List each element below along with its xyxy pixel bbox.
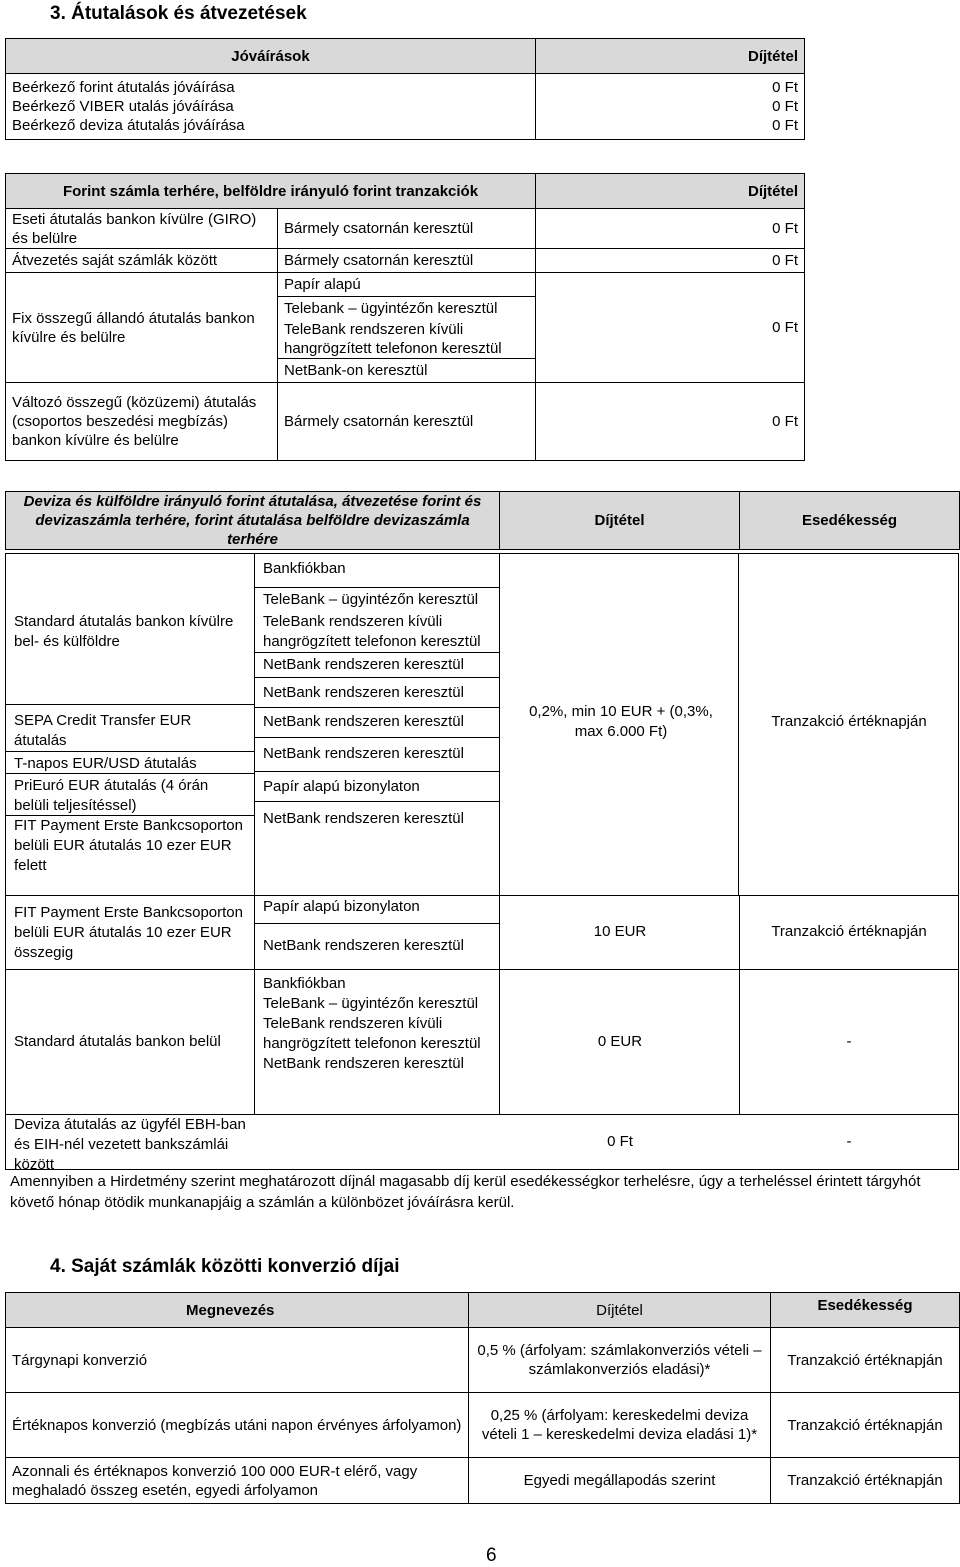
channel: NetBank rendszeren keresztül	[255, 678, 499, 708]
credits-header: Jóváírások	[6, 39, 536, 74]
row-label: Deviza átutalás az ügyfél EBH-ban és EIH-nél vezetett bankszámlái között	[14, 1116, 246, 1173]
name-header: Megnevezés	[6, 1293, 469, 1328]
conversion-due: Tranzakció értéknapján	[771, 1393, 960, 1458]
channel: Telebank – ügyintézőn keresztül	[284, 300, 498, 317]
channel: NetBank rendszeren keresztül	[263, 1055, 464, 1072]
fee: 0 Ft	[536, 273, 805, 383]
credit-label: Beérkező forint átutalás jóváírása	[6, 74, 536, 98]
channel: TeleBank – ügyintézőn keresztül	[263, 591, 479, 608]
fee-header: Díjtétel	[469, 1293, 771, 1328]
fee-header: Díjtétel	[536, 174, 805, 209]
conversion-fees-table	[5, 1292, 960, 1504]
conversion-fee: 0,5 % (árfolyam: számlakonverziós vételi – számlakonverziós eladási)*	[469, 1328, 771, 1393]
channel: TeleBank – ügyintézőn keresztül	[263, 995, 479, 1012]
channel: Bankfiókban	[255, 554, 499, 588]
due: Tranzakció értéknapján	[771, 713, 927, 730]
row-label: FIT Payment Erste Bankcsoporton belüli EUR átutalás 10 ezer EUR felett	[14, 817, 243, 874]
fee-header: Díjtétel	[536, 39, 805, 74]
channel: Papír alapú bizonylaton	[263, 898, 420, 915]
channel: NetBank rendszeren keresztül	[255, 738, 499, 772]
fee-header: Díjtétel	[500, 492, 740, 550]
row-label: Fix összegű állandó átutalás bankon kívülre és belülre	[6, 273, 278, 383]
channel: NetBank rendszeren keresztül	[255, 708, 499, 738]
row-label: T-napos EUR/USD átutalás	[14, 755, 197, 772]
credit-fee: 0 Ft	[536, 116, 805, 140]
row-label: Változó összegű (közüzemi) átutalás (csoportos beszedési megbízás) bankon kívülre és belülre	[6, 383, 278, 461]
section-3-title: 3. Átutalások és átvezetések	[50, 3, 307, 24]
fee: 10 EUR	[593, 923, 647, 940]
conversion-fee: 0,25 % (árfolyam: kereskedelmi deviza vételi 1 – kereskedelmi deviza eladási 1)*	[469, 1393, 771, 1458]
credit-label: Beérkező VIBER utalás jóváírása	[6, 97, 536, 116]
due: Tranzakció értéknapján	[771, 923, 927, 940]
channel: NetBank rendszeren keresztül	[263, 810, 464, 827]
channel: TeleBank rendszeren kívüli hangrögzített telefonon keresztül	[284, 321, 502, 357]
fee: 0 Ft	[536, 249, 805, 273]
conversion-due: Tranzakció értéknapján	[771, 1458, 960, 1504]
fee: 0 Ft	[607, 1133, 633, 1150]
due-header: Esedékesség	[771, 1293, 960, 1328]
channel: Papír alapú	[278, 273, 535, 297]
credit-label: Beérkező deviza átutalás jóváírása	[6, 116, 536, 140]
channel: NetBank rendszeren keresztül	[263, 937, 464, 954]
fx-header: Deviza és külföldre irányuló forint átutalása, átvezetése forint és devizaszámla terhére, forint átutalása belföldre devizaszámla terhére	[6, 492, 500, 550]
channel: Bármely csatornán keresztül	[278, 249, 536, 273]
due: -	[846, 1033, 852, 1050]
channel: TeleBank rendszeren kívüli hangrögzített telefonon keresztül	[263, 613, 481, 650]
fx-group-4	[5, 1115, 959, 1173]
due-header: Esedékesség	[740, 492, 960, 550]
conversion-name: Értéknapos konverzió (megbízás utáni napon érvényes árfolyamon)	[6, 1393, 469, 1458]
channel: NetBank rendszeren keresztül	[255, 652, 499, 678]
conversion-fee: Egyedi megállapodás szerint	[469, 1458, 771, 1504]
conversion-name: Tárgynapi konverzió	[6, 1328, 469, 1393]
conversion-name: Azonnali és értéknapos konverzió 100 000 EUR-t elérő, vagy meghaladó összeg esetén, egyedi árfolyamon	[6, 1458, 469, 1504]
fee: 0,2%, min 10 EUR + (0,3%, max 6.000 Ft)	[529, 703, 713, 740]
fee: 0 Ft	[536, 209, 805, 249]
credit-fee: 0 Ft	[536, 97, 805, 116]
section-4-title: 4. Saját számlák közötti konverzió díjai	[50, 1256, 400, 1277]
huf-transactions-table	[5, 173, 805, 461]
fx-group-2	[5, 895, 959, 970]
due: -	[846, 1133, 852, 1150]
channel: Bankfiókban	[263, 975, 346, 992]
credit-fee: 0 Ft	[536, 74, 805, 98]
row-label: FIT Payment Erste Bankcsoporton belüli EUR átutalás 10 ezer EUR összegig	[14, 904, 243, 961]
conversion-due: Tranzakció értéknapján	[771, 1328, 960, 1393]
channel: Papír alapú bizonylaton	[255, 772, 499, 802]
row-label: Átvezetés saját számlák között	[6, 249, 278, 273]
row-label: Eseti átutalás bankon kívülre (GIRO) és belülre	[6, 209, 278, 249]
row-label: SEPA Credit Transfer EUR átutalás	[14, 712, 192, 749]
channel: Bármely csatornán keresztül	[278, 209, 536, 249]
channel: Bármely csatornán keresztül	[278, 383, 536, 461]
huf-header: Forint számla terhére, belföldre irányuló forint tranzakciók	[6, 174, 536, 209]
fx-group-3	[5, 970, 959, 1115]
row-label: PriEuró EUR átutalás (4 órán belüli teljesítéssel)	[14, 777, 209, 814]
page-number: 6	[486, 1545, 497, 1566]
channel: NetBank-on keresztül	[278, 358, 535, 382]
fx-transfers-header	[5, 491, 960, 550]
incoming-credits-table	[5, 38, 805, 140]
fee: 0 Ft	[536, 383, 805, 461]
row-label: Standard átutalás bankon belül	[14, 1033, 221, 1050]
fee-difference-note: Amennyiben a Hirdetmény szerint meghatározott díjnál magasabb díj kerül esedékességkor terhelésre, úgy a terheléssel érintett tárgyhót követő hónap ötödik munkanapjáig a számlán a különbözet jóváírásra kerül.	[10, 1173, 921, 1211]
row-label: Standard átutalás bankon kívülre bel- és külföldre	[14, 613, 234, 650]
channel: TeleBank rendszeren kívüli hangrögzített telefonon keresztül	[263, 1015, 481, 1052]
fee: 0 EUR	[597, 1033, 643, 1050]
